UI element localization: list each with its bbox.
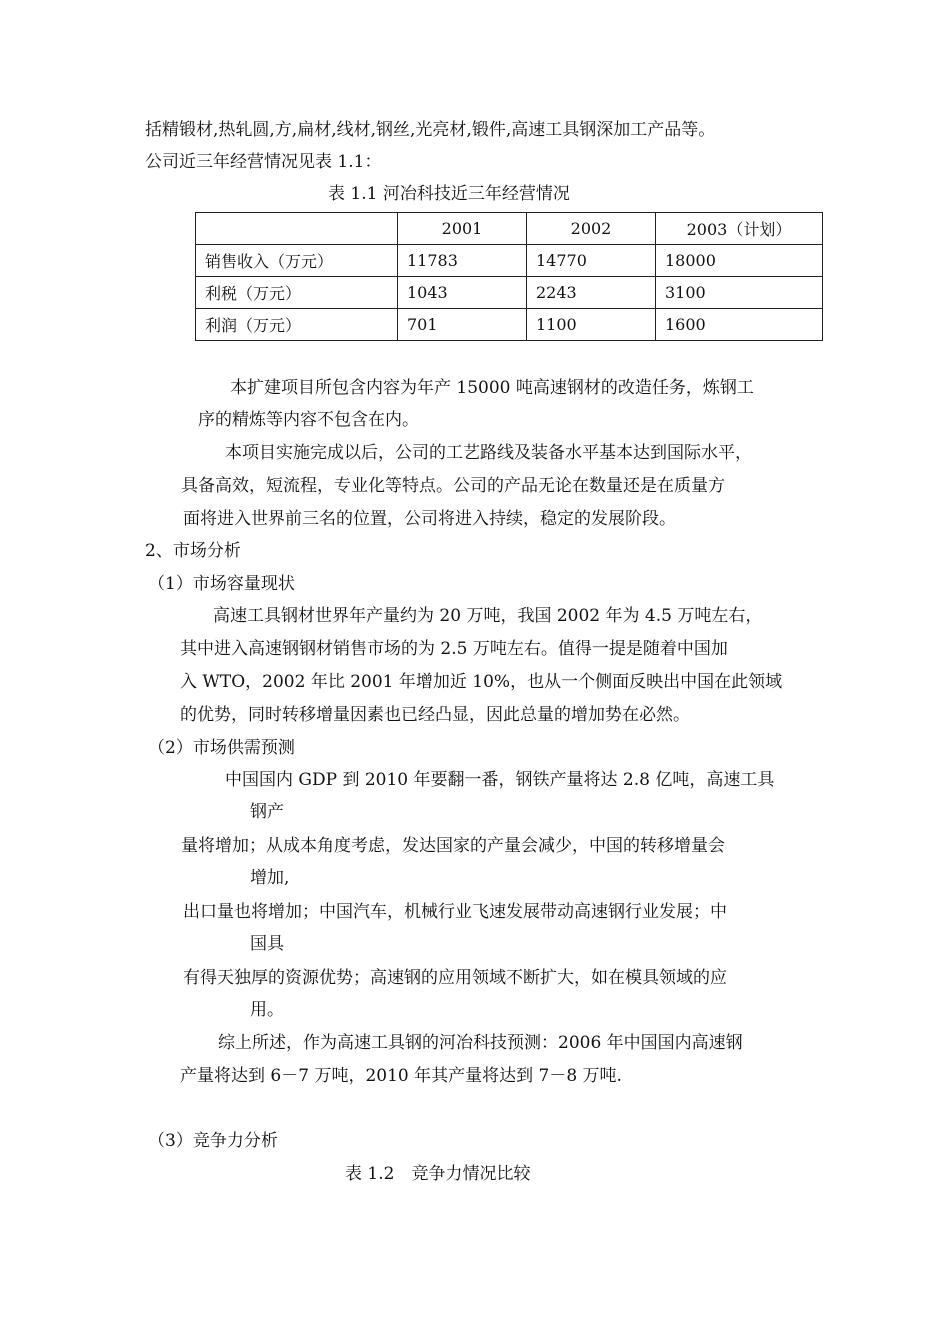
intro-line-2: 公司近三年经营情况见表 1.1： — [145, 152, 382, 172]
section-heading-market-analysis: 2、市场分析 — [145, 541, 241, 561]
table-header-cell: 2002 — [527, 213, 656, 245]
table-cell: 18000 — [656, 245, 823, 277]
subsection-heading-capacity: （1）市场容量现状 — [148, 574, 295, 594]
para2-line-1: 本项目实施完成以后，公司的工艺路线及装备水平基本达到国际水平， — [225, 443, 752, 463]
table-header-row — [196, 213, 823, 245]
table-header-cell — [196, 213, 398, 245]
supply-line-5: 出口量也将增加；中国汽车，机械行业飞速发展带动高速钢行业发展；中 — [183, 902, 727, 922]
subsection-heading-supply-demand: （2）市场供需预测 — [148, 738, 295, 758]
capacity-line-1: 高速工具钢材世界年产量约为 20 万吨，我国 2002 年为 4.5 万吨左右， — [213, 606, 763, 626]
table1-caption: 表 1.1 河冶科技近三年经营情况 — [328, 184, 570, 204]
table-cell: 701 — [398, 309, 527, 341]
operations-table — [195, 212, 823, 341]
table-cell: 14770 — [527, 245, 656, 277]
para1-line-2: 序的精炼等内容不包含在内。 — [198, 410, 419, 430]
table-header-cell: 2003（计划） — [656, 213, 823, 245]
table-cell: 利润（万元） — [196, 309, 398, 341]
table-cell: 1043 — [398, 277, 527, 309]
summary-line-1: 综上所述，作为高速工具钢的河冶科技预测：2006 年中国国内高速钢 — [218, 1033, 743, 1053]
para2-line-3: 面将进入世界前三名的位置，公司将进入持续，稳定的发展阶段。 — [183, 509, 676, 529]
para2-line-2: 具备高效，短流程，专业化等特点。公司的产品无论在数量还是在质量方 — [181, 476, 725, 496]
summary-line-2: 产量将达到 6－7 万吨，2010 年其产量将达到 7－8 万吨. — [180, 1066, 622, 1086]
table-cell: 利税（万元） — [196, 277, 398, 309]
supply-line-6: 国具 — [250, 934, 284, 954]
table-cell: 销售收入（万元） — [196, 245, 398, 277]
supply-line-4: 增加, — [250, 868, 290, 888]
capacity-line-2: 其中进入高速钢钢材销售市场的为 2.5 万吨左右。值得一提是随着中国加 — [180, 639, 728, 659]
table-cell: 3100 — [656, 277, 823, 309]
subsection-heading-competitiveness: （3）竞争力分析 — [148, 1131, 278, 1151]
supply-line-3: 量将增加；从成本角度考虑，发达国家的产量会减少，中国的转移增量会 — [181, 836, 725, 856]
table-cell: 1100 — [527, 309, 656, 341]
table2-caption: 表 1.2 竞争力情况比较 — [345, 1164, 531, 1184]
table-cell: 2243 — [527, 277, 656, 309]
capacity-line-4: 的优势，同时转移增量因素也已经凸显，因此总量的增加势在必然。 — [180, 705, 690, 725]
table-cell: 11783 — [398, 245, 527, 277]
supply-line-2: 钢产 — [250, 802, 284, 822]
intro-line-1: 括精锻材,热轧圆,方,扁材,线材,钢丝,光亮材,锻件,高速工具钢深加工产品等。 — [145, 120, 716, 140]
para1-line-1: 本扩建项目所包含内容为年产 15000 吨高速钢材的改造任务，炼钢工 — [230, 378, 754, 398]
table-cell: 1600 — [656, 309, 823, 341]
capacity-line-3: 入 WTO，2002 年比 2001 年增加近 10%，也从一个侧面反映出中国在此领域 — [180, 672, 783, 692]
table-row — [196, 309, 823, 341]
supply-line-1: 中国国内 GDP 到 2010 年要翻一番，钢铁产量将达 2.8 亿吨，高速工具 — [225, 770, 775, 790]
table-row — [196, 277, 823, 309]
supply-line-7: 有得天独厚的资源优势；高速钢的应用领域不断扩大，如在模具领域的应 — [183, 968, 727, 988]
table-row — [196, 245, 823, 277]
supply-line-8: 用。 — [250, 1000, 284, 1020]
table-header-cell: 2001 — [398, 213, 527, 245]
